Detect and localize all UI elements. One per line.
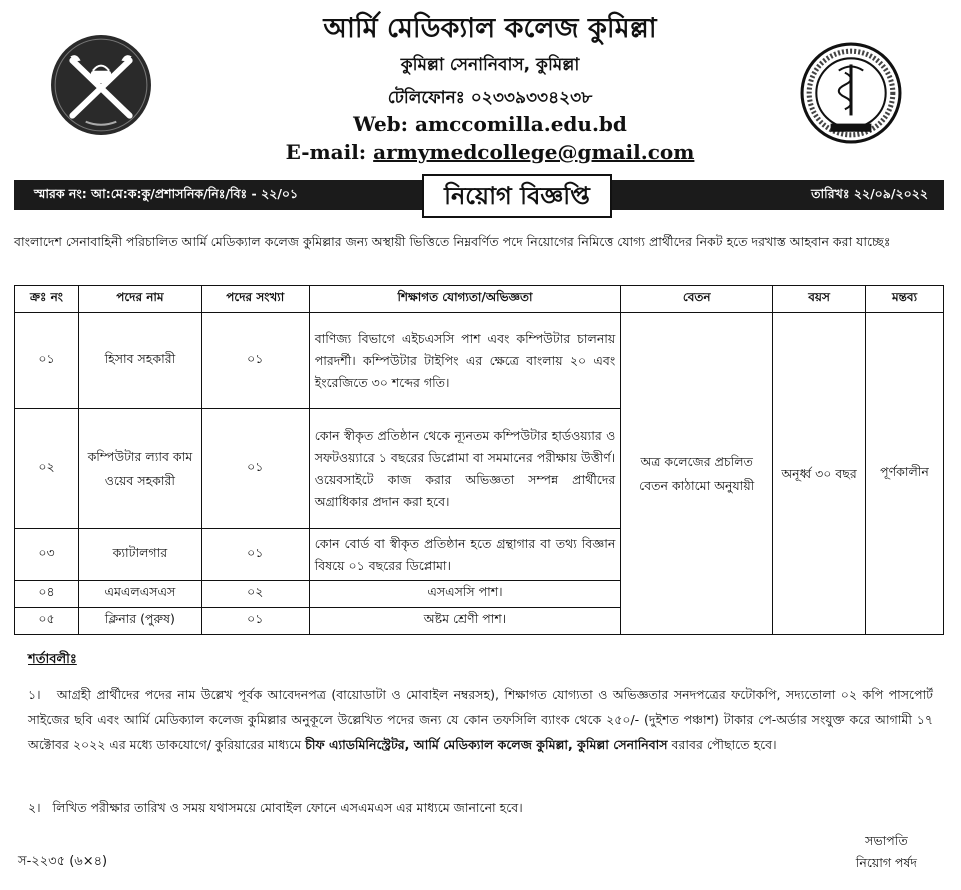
term-text: লিখিত পরীক্ষার তারিখ ও সময় যথাসময়ে মোবাইল ফোনে এসএমএস এর মাধ্যমে জানানো হবে।	[52, 800, 523, 815]
header-remark: মন্তব্য	[866, 286, 944, 313]
signatory-board: নিয়োগ পর্ষদ	[855, 855, 917, 870]
college-email	[180, 140, 800, 164]
publication-code: স-২২৩৫ (৬×৪)	[18, 854, 108, 869]
header-salary: বেতন	[621, 286, 773, 313]
reference-bar	[14, 174, 944, 218]
header-post-count: পদের সংখ্যা	[201, 286, 309, 313]
crossed-swords-emblem-icon	[50, 34, 152, 136]
terms-title: শর্তাবলীঃ	[28, 652, 77, 667]
intro-paragraph: বাংলাদেশ সেনাবাহিনী পরিচালিত আর্মি মেডিক্যাল কলেজ কুমিল্লার জন্য অস্থায়ী ভিত্তিতে নিম্নবর্ণিত পদে নিয়োগের নিমিত্তে যোগ্য প্রার্থীদের নিকট হতে দরখাস্ত আহবান করা যাচ্ছেঃ	[14, 234, 891, 249]
row-qualification: বাণিজ্য বিভাগে এইচএসসি পাশ এবং কম্পিউটার চালনায় পারদর্শী। কম্পিউটার টাইপিং এর ক্ষেত্রে বাংলায় ২০ এবং ইংরেজিতে ৩০ শব্দের গতি।	[309, 313, 621, 409]
memo-number: স্মারক নং: আ:মে:ক:কু/প্রশাসনিক/নিঃ/বিঃ - ২২/০১	[34, 186, 299, 201]
term-recipient: চীফ এ্যাডমিনিস্ট্রেটর, আর্মি মেডিক্যাল কলেজ কুমিল্লা, কুমিল্লা সেনানিবাস	[305, 737, 668, 752]
header-qualification: শিক্ষাগত যোগ্যতা/অভিজ্ঞতা	[309, 286, 621, 313]
college-website	[180, 112, 800, 136]
row-serial: ০২	[15, 409, 79, 529]
term-item-2	[28, 795, 933, 820]
row-qualification: কোন বোর্ড বা স্বীকৃত প্রতিষ্ঠান হতে গ্রন্থাগার বা তথ্য বিজ্ঞান বিষয়ে ০১ বছরের ডিপ্লোমা।	[309, 529, 621, 581]
term-text: আগ্রহী প্রার্থীদের পদের নাম উল্লেখ পূর্বক আবেদনপত্র (বায়োডাটা ও মোবাইল নম্বরসহ), শিক্ষাগত যোগ্যতা ও অভিজ্ঞতার সনদপত্রের ফটোকপি, সদ্যতোলা ০২ কপি পাসপোর্ট সাইজের ছবি এবং আর্মি মেডিক্যাল কলেজ কুমিল্লার অনুকূলে উল্লেখিত পদের জন্য যে কোন তফসিলি ব্যাংক থেকে ২৫০/- (দুইশত পঞ্চাশ) টাকার পে-অর্ডার সংযুক্ত করে আগামী ১৭ অক্টোবর ২০২২ এর মধ্যে ডাকযোগে/ কুরিয়ারের মাধ্যমে	[28, 687, 933, 752]
table-row	[15, 313, 944, 409]
notice-title: নিয়োগ বিজ্ঞপ্তি	[422, 174, 612, 218]
web-label: Web:	[353, 112, 415, 136]
header-post-name: পদের নাম	[78, 286, 201, 313]
college-name: আর্মি মেডিক্যাল কলেজ কুমিল্লা	[323, 13, 657, 44]
row-qualification: কোন স্বীকৃত প্রতিষ্ঠান থেকে ন্যূনতম কম্পিউটার হার্ডওয়্যার ও সফটওয়্যারে ১ বছরের ডিপ্লোমা বা সমমানের পরীক্ষায় উত্তীর্ণ। ওয়েবসাইটে কাজ করার অভিজ্ঞতা সম্পন্ন প্রার্থীদের অগ্রাধিকার প্রদান করা হবে।	[309, 409, 621, 529]
row-post-name: ক্লিনার (পুরুষ)	[78, 608, 201, 635]
header-serial: ক্রঃ নং	[15, 286, 79, 313]
term-text-end: বরাবর পৌছাতে হবে।	[667, 737, 777, 752]
row-post-count: ০১	[201, 608, 309, 635]
row-post-name: ক্যাটালগার	[78, 529, 201, 581]
row-serial: ০৪	[15, 581, 79, 608]
term-item-1	[28, 682, 933, 757]
email-label: E-mail:	[285, 140, 374, 164]
row-post-count: ০১	[201, 313, 309, 409]
row-post-name: হিসাব সহকারী	[78, 313, 201, 409]
row-serial: ০৫	[15, 608, 79, 635]
vacancy-table	[14, 285, 944, 635]
letterhead	[0, 0, 961, 170]
term-number: ১।	[28, 687, 41, 702]
salary-cell: অত্র কলেজের প্রচলিত বেতন কাঠামো অনুযায়ী	[621, 313, 773, 635]
web-link[interactable]: amccomilla.edu.bd	[415, 112, 627, 136]
row-serial: ০৩	[15, 529, 79, 581]
header-age: বয়স	[773, 286, 866, 313]
email-link[interactable]: armymedcollege@gmail.com	[373, 140, 695, 164]
signature-block	[856, 830, 917, 874]
row-post-count: ০১	[201, 409, 309, 529]
notice-date: তারিখঃ ২২/০৯/২০২২	[811, 186, 928, 201]
remark-cell: পূর্ণকালীন	[866, 313, 944, 635]
table-header-row	[15, 286, 944, 313]
row-post-count: ০১	[201, 529, 309, 581]
row-post-name: এমএলএসএস	[78, 581, 201, 608]
row-serial: ০১	[15, 313, 79, 409]
college-phone: টেলিফোনঃ ০২৩৩৯৩৩৪২৩৮	[387, 88, 593, 108]
term-number: ২।	[28, 800, 41, 815]
signatory-title: সভাপতি	[865, 833, 908, 848]
college-address: কুমিল্লা সেনানিবাস, কুমিল্লা	[400, 55, 580, 75]
row-post-name: কম্পিউটার ল্যাব কাম ওয়েব সহকারী	[78, 409, 201, 529]
row-qualification: এসএসসি পাশ।	[309, 581, 621, 608]
college-seal-icon	[800, 42, 902, 144]
age-cell: অনূর্ধ্ব ৩০ বছর	[773, 313, 866, 635]
row-post-count: ০২	[201, 581, 309, 608]
row-qualification: অষ্টম শ্রেণী পাশ।	[309, 608, 621, 635]
